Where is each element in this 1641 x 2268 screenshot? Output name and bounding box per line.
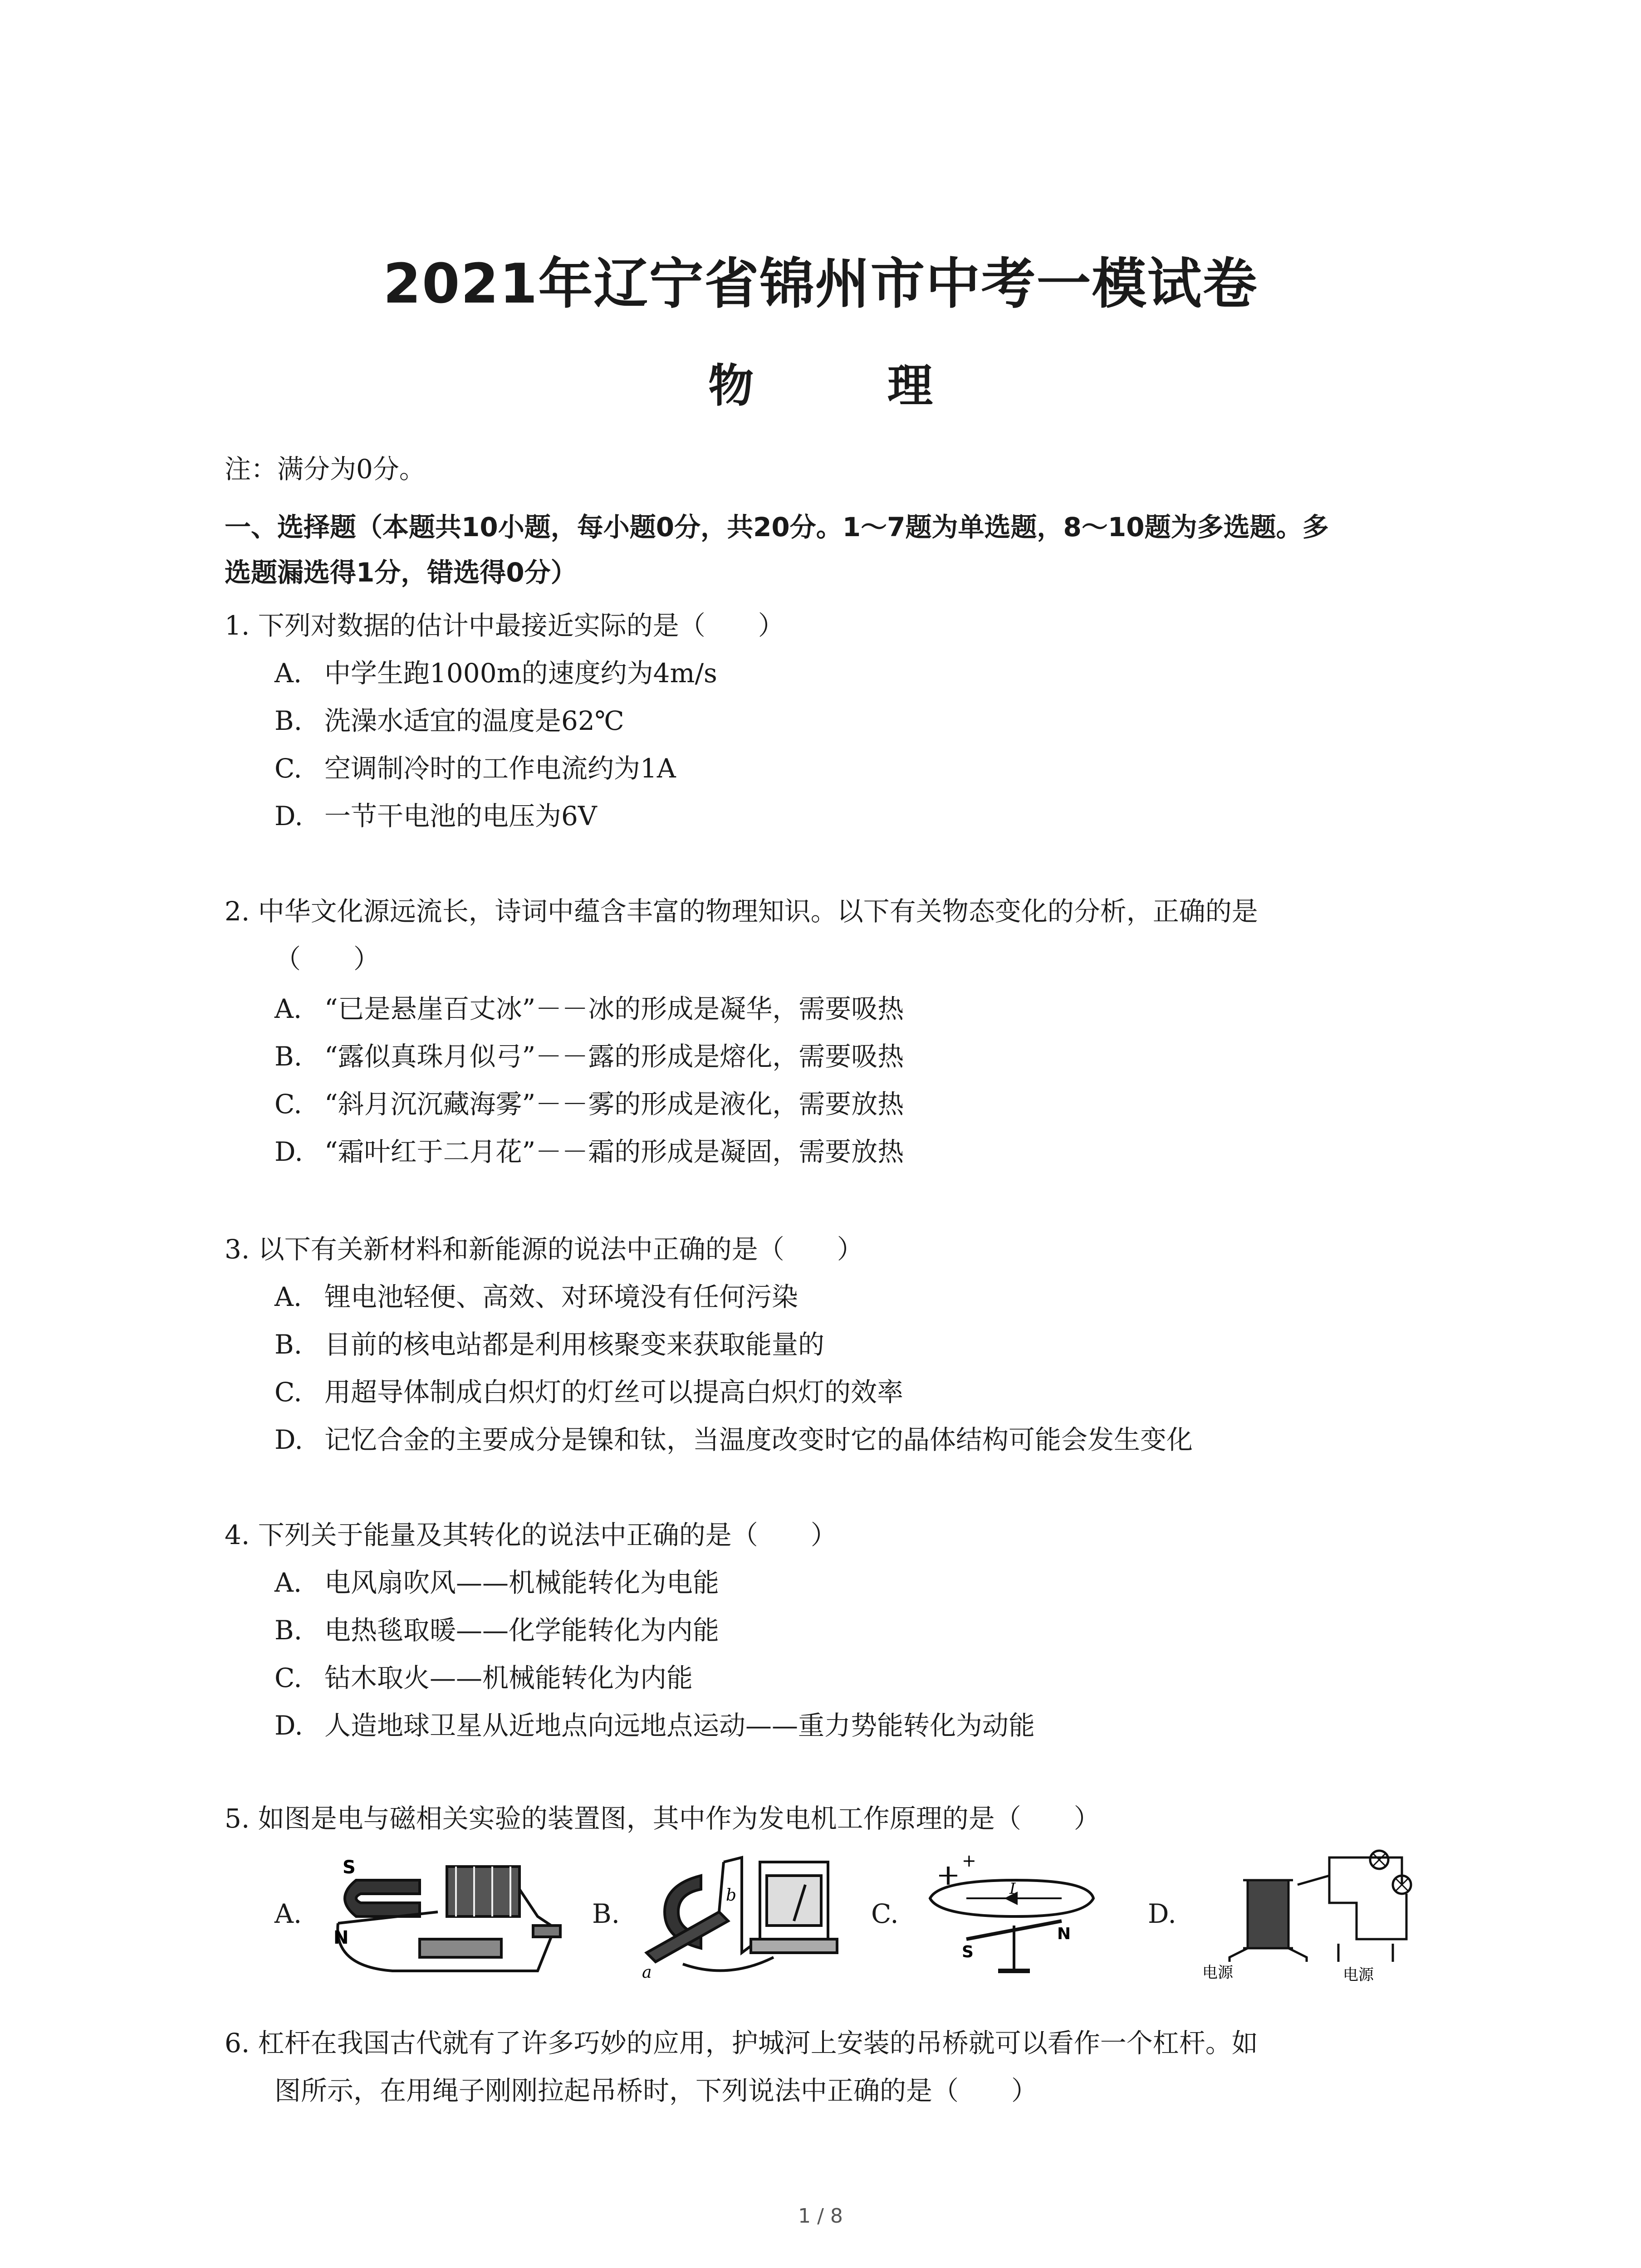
option-label: A. <box>274 1281 302 1312</box>
question-4-option-d <box>274 1710 1035 1742</box>
figure-b-mark-b: b <box>726 1886 737 1905</box>
figure-d-mark-power-left: 电源 <box>1202 1964 1233 1982</box>
question-4-option-a <box>274 1567 719 1599</box>
option-label: B. <box>274 1041 303 1072</box>
option-text: 空调制冷时的工作电流约为1A <box>324 753 676 784</box>
option-text: 用超导体制成白炽灯的灯丝可以提高白炽灯的效率 <box>324 1377 904 1408</box>
question-2-stem-line1: 2. 中华文化源远流长，诗词中蕴含丰富的物理知识。以下有关物态变化的分析，正确的是 <box>225 896 1258 927</box>
figure-c-mark-s: S <box>962 1943 974 1961</box>
figure-b-drawing <box>637 1848 864 1984</box>
figure-option-c <box>871 1848 1125 1984</box>
score-note: 注：满分为0分。 <box>225 454 426 484</box>
option-label: A. <box>274 1567 302 1598</box>
option-text: 一节干电池的电压为6V <box>324 801 597 831</box>
figure-option-a <box>274 1848 565 1984</box>
figure-c-label: C. <box>871 1898 899 1929</box>
option-text: 钻木取火——机械能转化为内能 <box>324 1662 693 1693</box>
question-1-option-c <box>274 753 676 785</box>
question-6-stem-line2: 图所示，在用绳子刚刚拉起吊桥时，下列说法中正确的是（ ） <box>274 2075 1038 2106</box>
figure-a-label: A. <box>274 1898 302 1929</box>
option-text: 电热毯取暖——化学能转化为内能 <box>324 1615 720 1646</box>
subject-title: 物 理 <box>708 359 992 412</box>
figure-b-mark-a: a <box>642 1963 652 1982</box>
question-4-option-b <box>274 1615 719 1647</box>
figure-c-mark-n: N <box>1057 1925 1071 1943</box>
option-label: B. <box>274 705 303 736</box>
option-text: “已是悬崖百丈冰”－－冰的形成是凝华，需要吸热 <box>324 993 904 1024</box>
option-label: A. <box>274 658 302 689</box>
question-2-stem-line2: （ ） <box>274 943 380 974</box>
figure-d-drawing <box>1193 1848 1429 1984</box>
option-label: D. <box>274 1710 303 1741</box>
page-title: 2021年辽宁省锦州市中考一模试卷 <box>383 253 1258 316</box>
question-3-option-a <box>274 1281 798 1313</box>
question-1-stem: 1. 下列对数据的估计中最接近实际的是（ ） <box>225 610 784 641</box>
option-text: “露似真珠月似弓”－－露的形成是熔化，需要吸热 <box>324 1041 904 1072</box>
figure-c-mark-plus: + <box>962 1851 976 1871</box>
option-text: “霜叶红于二月花”－－霜的形成是凝固，需要放热 <box>324 1136 904 1167</box>
figure-a-drawing <box>324 1848 565 1984</box>
question-5-stem: 5. 如图是电与磁相关实验的装置图，其中作为发电机工作原理的是（ ） <box>225 1803 1100 1834</box>
question-3-option-c <box>274 1377 903 1408</box>
option-label: D. <box>274 1136 303 1167</box>
option-label: A. <box>274 993 302 1024</box>
question-5-figures <box>274 1848 1454 1984</box>
option-label: C. <box>274 753 302 784</box>
question-2-option-d <box>274 1136 904 1168</box>
option-text: 人造地球卫星从近地点向远地点运动——重力势能转化为动能 <box>324 1710 1035 1741</box>
figure-d-mark-power-right: 电源 <box>1343 1966 1374 1984</box>
option-text: 电风扇吹风——机械能转化为电能 <box>324 1567 720 1598</box>
option-text: 目前的核电站都是利用核聚变来获取能量的 <box>324 1329 825 1360</box>
option-text: 中学生跑1000m的速度约为4m/s <box>324 658 717 689</box>
option-label: C. <box>274 1089 302 1119</box>
section-heading-line2: 选题漏选得1分，错选得0分） <box>225 557 577 588</box>
question-2-option-c <box>274 1089 904 1120</box>
question-4-stem: 4. 下列关于能量及其转化的说法中正确的是（ ） <box>225 1520 837 1550</box>
figure-b-label: B. <box>592 1898 620 1929</box>
question-2-option-b <box>274 1041 904 1073</box>
question-1-option-a <box>274 658 717 689</box>
question-6-stem-line1: 6. 杠杆在我国古代就有了许多巧妙的应用，护城河上安装的吊桥就可以看作一个杠杆。如 <box>225 2028 1258 2058</box>
option-label: D. <box>274 1424 303 1455</box>
option-text: 锂电池轻便、高效、对环境没有任何污染 <box>324 1281 798 1312</box>
page-number: 1 / 8 <box>798 2204 843 2228</box>
question-3-option-d <box>274 1424 1193 1456</box>
question-4-option-c <box>274 1662 693 1694</box>
section-heading-line1: 一、选择题（本题共10小题，每小题0分，共20分。1～7题为单选题，8～10题为多选题。多 <box>225 512 1329 543</box>
option-label: C. <box>274 1662 302 1693</box>
figure-option-d <box>1148 1848 1429 1984</box>
option-text: “斜月沉沉藏海雾”－－雾的形成是液化，需要放热 <box>324 1089 904 1119</box>
question-1-option-d <box>274 801 597 832</box>
question-1-option-b <box>274 705 624 737</box>
option-label: D. <box>274 801 303 831</box>
figure-option-b <box>592 1848 864 1984</box>
option-text: 洗澡水适宜的温度是62℃ <box>324 705 624 736</box>
option-label: B. <box>274 1615 303 1646</box>
figure-d-label: D. <box>1148 1898 1176 1929</box>
option-text: 记忆合金的主要成分是镍和钛，当温度改变时它的晶体结构可能会发生变化 <box>324 1424 1193 1455</box>
option-label: C. <box>274 1377 302 1408</box>
option-label: B. <box>274 1329 303 1360</box>
figure-a-mark-n: N <box>333 1927 349 1948</box>
question-3-option-b <box>274 1329 824 1361</box>
question-3-stem: 3. 以下有关新材料和新能源的说法中正确的是（ ） <box>225 1234 863 1265</box>
figure-a-mark-s: S <box>343 1857 356 1878</box>
question-2-option-a <box>274 993 904 1025</box>
figure-c-mark-i: I <box>1009 1880 1016 1898</box>
figure-c-drawing <box>912 1848 1125 1984</box>
